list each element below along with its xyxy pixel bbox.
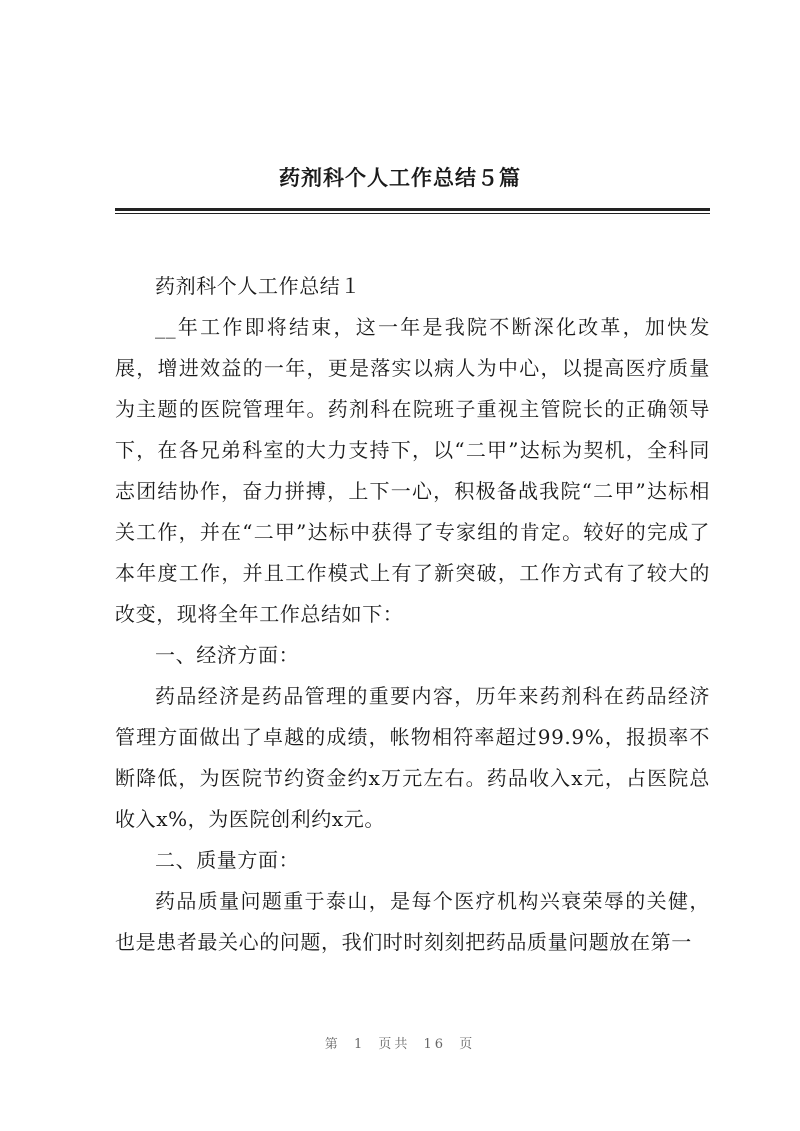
- document-body: [115, 266, 710, 963]
- body-paragraph: __年工作即将结束，这一年是我院不断深化改革，加快发展，增进效益的一年，更是落实以病人为中心，以提高医疗质量为主题的医院管理年。药剂科在院班子重视主管院长的正确领导下，在各兄弟科室的大力支持下，以“二甲”达标为契机，全科同志团结协作，奋力拼搏，上下一心，积极备战我院“二甲”达标相关工作，并在“二甲”达标中获得了专家组的肯定。较好的完成了本年度工作，并且工作模式上有了新突破，工作方式有了较大的改变，现将全年工作总结如下：: [115, 315, 710, 626]
- title-underline-thick: [115, 208, 710, 211]
- section-heading: 二、质量方面：: [155, 848, 300, 872]
- footer-middle: 页共: [378, 1037, 411, 1052]
- body-paragraph: 药品经济是药品管理的重要内容，历年来药剂科在药品经济管理方面做出了卓越的成绩，帐物相符率超过99.9%，报损率不断降低，为医院节约资金约x万元左右。药品收入x元，占医院总收入x%，为医院创利约x元。: [115, 684, 710, 831]
- section-heading: 药剂科个人工作总结１: [155, 274, 361, 298]
- title-underline-thin: [115, 213, 710, 214]
- footer-total-pages: 16: [423, 1037, 447, 1052]
- section-heading: 一、经济方面：: [155, 643, 300, 667]
- body-paragraph: 药品质量问题重于泰山，是每个医疗机构兴衰荣辱的关健，也是患者最关心的问题，我们时时刻刻把药品质量问题放在第一: [115, 889, 710, 954]
- footer-page-number: 1: [353, 1037, 366, 1052]
- footer-prefix: 第: [324, 1037, 341, 1052]
- footer-suffix: 页: [459, 1037, 476, 1052]
- page-footer: [0, 1033, 800, 1052]
- document-title: 药剂科个人工作总结５篇: [279, 165, 521, 190]
